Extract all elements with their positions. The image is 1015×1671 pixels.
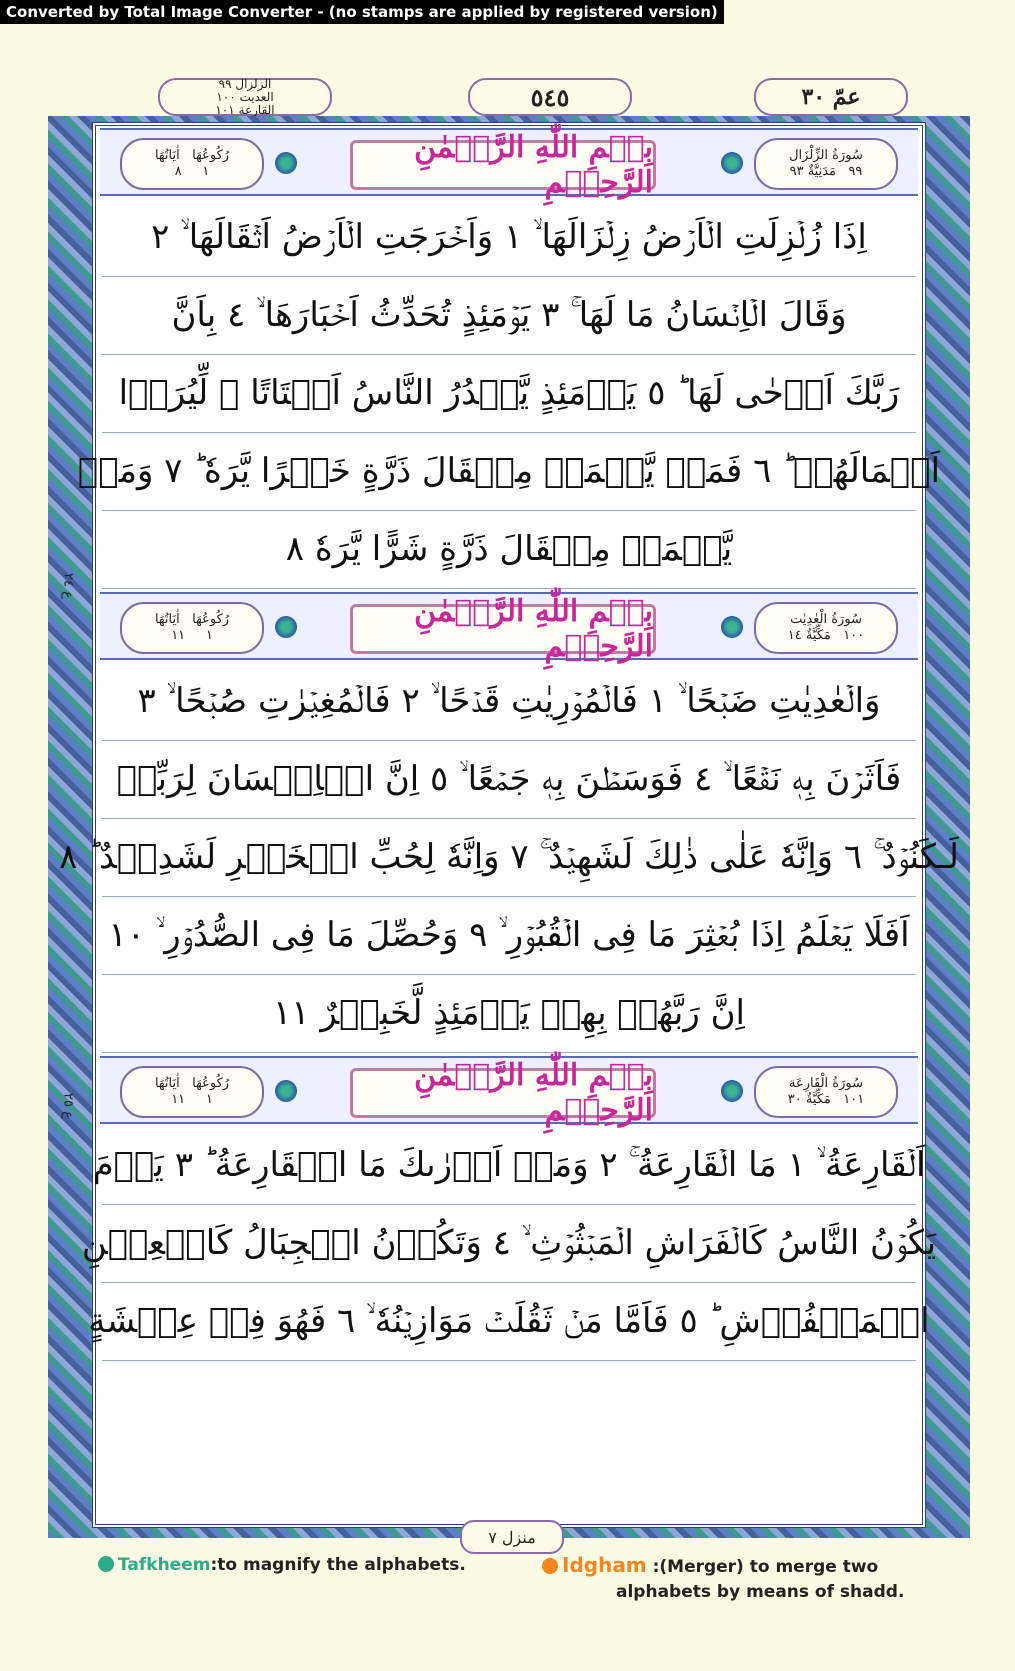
ayah-line: يَكُوۡنُ النَّاسُ كَالۡفَرَاشِ الۡمَبۡثُوۡثِ ۙ ٤ وَتَكُوۡنُ الۡجِبَالُ كَالۡعِهۡنِ bbox=[102, 1204, 916, 1283]
tafkheem-desc: :to magnify the alphabets. bbox=[210, 1555, 466, 1575]
surah-number: ١٠١ bbox=[843, 1092, 865, 1107]
ayah-line: اِذَا زُلۡزِلَتِ الۡاَرۡضُ زِلۡزَالَهَا ۙ ١ وَاَخۡرَجَتِ الۡاَرۡضُ اَثۡقَالَهَا ۙ ٢ bbox=[102, 198, 916, 277]
surah-name-box bbox=[754, 602, 898, 654]
flower-icon bbox=[542, 1558, 558, 1574]
ayah-line: لَـكَنُوۡدٌ ۚ ٦ وَاِنَّهٗ عَلٰى ذٰلِكَ لَشَهِيۡدٌ ۚ ٧ وَاِنَّهٗ لِحُبِّ الۡخَيۡرِ لَشَدِيۡدٌ ؕ ٨ bbox=[102, 818, 916, 897]
ayat-ruku-box bbox=[120, 138, 264, 190]
converter-watermark-banner: Converted by Total Image Converter - (no stamps are applied by registered version) bbox=[0, 0, 724, 24]
ayah-line: رَبَّكَ اَوۡحٰى لَهَا ؕ ٥ يَوۡمَئِذٍ يَّصۡدُرُ النَّاسُ اَشۡتَاتًا ۙ لِّيُرَوۡا bbox=[102, 354, 916, 433]
ayat-count: ٨ bbox=[174, 164, 182, 179]
ayah-line: يَّعۡمَلۡ مِثۡقَالَ ذَرَّةٍ شَرًّا يَّرَهٗ ٨ bbox=[102, 510, 916, 589]
ruku-marker-side: ع ٢٥ bbox=[60, 1093, 76, 1119]
ayat-ruku-box bbox=[120, 602, 264, 654]
manzil-label: منزل ٧ bbox=[460, 1520, 564, 1554]
surah-name: سُورَةُ الزِّلْزَال bbox=[789, 148, 863, 163]
ayah-line: اَعۡمَالَهُمۡ ؕ ٦ فَمَنۡ يَّعۡمَلۡ مِثۡقَالَ ذَرَّةٍ خَيۡرًا يَّرَهٗ ؕ ٧ وَمَنۡ bbox=[102, 432, 916, 511]
surah-header-qariah bbox=[100, 1056, 918, 1128]
surah-name-box bbox=[754, 1066, 898, 1118]
decorative-border bbox=[48, 116, 970, 1538]
flower-ornament-icon bbox=[721, 616, 743, 638]
ayat-count: ١١ bbox=[171, 1092, 186, 1107]
flower-ornament-icon bbox=[721, 1080, 743, 1102]
ayat-label: اٰيَاتُهَا bbox=[154, 612, 180, 627]
ayah-line: اَفَلَا يَعۡلَمُ اِذَا بُعۡثِرَ مَا فِى الۡقُبُوۡرِ ۙ ٩ وَحُصِّلَ مَا فِى الصُّدُوۡرِ ۙ ١٠ bbox=[102, 896, 916, 975]
surah-header-zalzalah bbox=[100, 128, 918, 200]
surah-index-tag bbox=[158, 78, 332, 116]
ruku-count: ١ bbox=[202, 164, 210, 179]
bismillah: بِسۡمِ اللّٰهِ الرَّحۡمٰنِ الرَّحِيۡمِ bbox=[350, 140, 656, 190]
flower-ornament-icon bbox=[721, 152, 743, 174]
revelation-place: مَكِّيَّةٌ ٣٠ bbox=[787, 1092, 831, 1107]
juz-label: عمّ ٣٠ bbox=[754, 78, 908, 116]
legend-idgham bbox=[542, 1553, 878, 1577]
ruku-label: رُكُوعُهَا bbox=[192, 612, 230, 627]
idgham-term: Idgham bbox=[562, 1553, 647, 1577]
idgham-desc-2: alphabets by means of shadd. bbox=[616, 1582, 905, 1602]
revelation-place: مَكِّيَّةٌ ١٤ bbox=[787, 628, 831, 643]
flower-ornament-icon bbox=[275, 152, 297, 174]
ayah-line: اِنَّ رَبَّهُمۡ بِهِمۡ يَوۡمَئِذٍ لَّخَبِيۡرٌ ١١ bbox=[102, 974, 916, 1053]
idgham-desc-1: :(Merger) to merge two bbox=[652, 1557, 879, 1577]
flower-ornament-icon bbox=[275, 1080, 297, 1102]
surah-number: ٩٩ bbox=[848, 164, 863, 179]
ayah-line: وَقَالَ الۡاِنۡسَانُ مَا لَهَا ۚ ٣ يَوۡمَئِذٍ تُحَدِّثُ اَخۡبَارَهَا ۙ ٤ بِاَنَّ bbox=[102, 276, 916, 355]
ayat-label: اٰيَاتُهَا bbox=[154, 148, 180, 163]
ayah-line: الۡمَنۡفُوۡشِ ؕ ٥ فَاَمَّا مَنۡ ثَقُلَتۡ مَوَازِيۡنُهٗ ۙ ٦ فَهُوَ فِىۡ عِيۡشَةٍ bbox=[102, 1282, 916, 1361]
ruku-label: رُكُوعُهَا bbox=[192, 148, 230, 163]
surah-name-box bbox=[754, 138, 898, 190]
ayah-line: اَلۡقَارِعَةُ ۙ ١ مَا الۡقَارِعَةُ ۚ ٢ وَمَاۤ اَدۡرٰٮكَ مَا الۡقَارِعَةُ ؕ ٣ يَوۡمَ bbox=[102, 1126, 916, 1205]
ruku-count: ١ bbox=[205, 1092, 213, 1107]
ayat-label: اٰيَاتُهَا bbox=[154, 1076, 180, 1091]
bismillah: بِسۡمِ اللّٰهِ الرَّحۡمٰنِ الرَّحِيۡمِ bbox=[350, 604, 656, 654]
ayah-line: فَاَثَرۡنَ بِهٖ نَقۡعًا ۙ ٤ فَوَسَطۡنَ بِهٖ جَمۡعًا ۙ ٥ اِنَّ الۡاِنۡسَانَ لِرَبِّهٖ bbox=[102, 740, 916, 819]
surah-index-2: العديت ١٠٠ bbox=[216, 89, 274, 104]
page-number: ٥٤٥ bbox=[468, 78, 632, 116]
surah-header-adiyat bbox=[100, 592, 918, 664]
legend-idgham-line2 bbox=[616, 1582, 904, 1602]
legend-tafkheem bbox=[98, 1555, 466, 1575]
surah-number: ١٠٠ bbox=[843, 628, 865, 643]
ayat-count: ١١ bbox=[171, 628, 186, 643]
bismillah: بِسۡمِ اللّٰهِ الرَّحۡمٰنِ الرَّحِيۡمِ bbox=[350, 1068, 656, 1118]
ruku-label: رُكُوعُهَا bbox=[192, 1076, 230, 1091]
page-header bbox=[48, 74, 970, 118]
flower-icon bbox=[98, 1556, 114, 1572]
surah-name: سُورَةُ الْعٰدِيٰت bbox=[790, 612, 862, 627]
revelation-place: مَدَنِيَّةٌ ٩٣ bbox=[789, 164, 837, 179]
ruku-count: ١ bbox=[205, 628, 213, 643]
surah-index-1: الزلزال ٩٩ bbox=[218, 76, 272, 91]
ruku-marker-side: ع ٢٤ bbox=[60, 573, 76, 599]
surah-index-3: القارعة ١٠١ bbox=[215, 102, 275, 117]
ayat-ruku-box bbox=[120, 1066, 264, 1118]
ayah-line: وَالۡعٰدِيٰتِ ضَبۡحًا ۙ ١ فَالۡمُوۡرِيٰتِ قَدۡحًا ۙ ٢ فَالۡمُغِيۡرٰتِ صُبۡحًا ۙ ٣ bbox=[102, 662, 916, 741]
tafkheem-term: Tafkheem bbox=[118, 1555, 211, 1575]
surah-name: سُورَةُ الْقَارِعَة bbox=[789, 1076, 863, 1091]
flower-ornament-icon bbox=[275, 616, 297, 638]
